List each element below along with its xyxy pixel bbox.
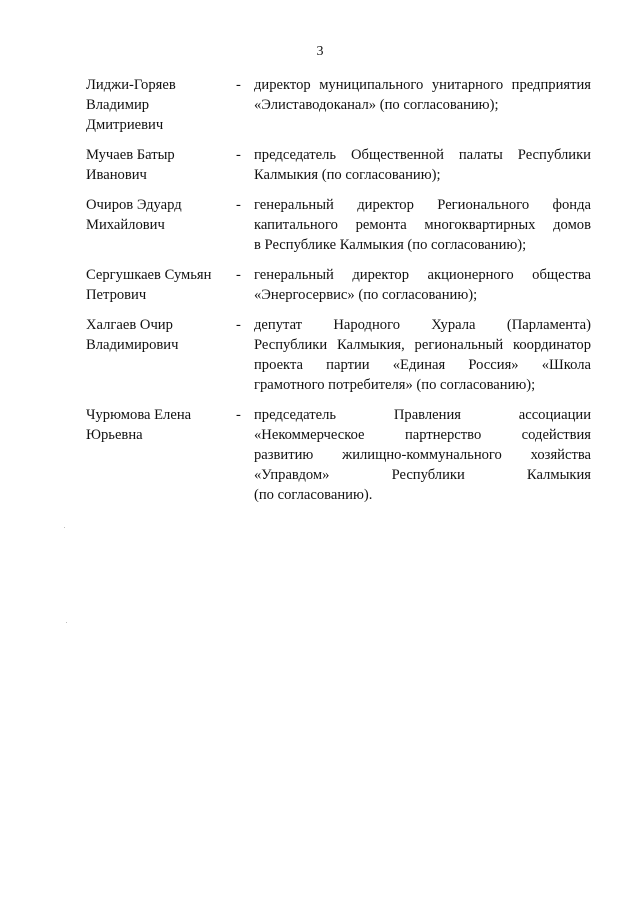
position-line: грамотного потребителя» (по согласованию); [254,377,536,393]
member-position [254,405,591,505]
member-name-line: Очиров Эдуард [86,197,182,213]
position-line: Калмыкия (по согласованию); [254,167,441,183]
position-line: генеральный директор Регионального фонда [254,197,591,213]
member-name-line: Сергушкаев Сумьян [86,267,212,283]
position-line: председатель Правления ассоциации [254,407,591,423]
member-position [254,265,591,305]
position-line: директор муниципального унитарного предприятия [254,77,591,93]
position-line: «Некоммерческое партнерство содействия [254,427,591,443]
member-name-line: Владимир [86,97,150,113]
member-position [254,315,591,395]
scan-speck [66,622,67,623]
member-name-line: Мучаев Батыр [86,147,175,163]
position-line: развитию жилищно-коммунального хозяйства [254,447,591,463]
position-line: «Энергосервис» (по согласованию); [254,287,478,303]
dash-separator: - [236,77,241,93]
dash-separator: - [236,317,241,333]
member-name-line: Владимирович [86,337,179,353]
member-name [86,265,236,305]
dash-separator: - [236,267,241,283]
member-name [86,315,236,395]
member-name-line: Лиджи-Горяев [86,77,176,93]
member-name-line: Чурюмова Елена [86,407,192,423]
position-line: Республики Калмыкия, региональный координатор [254,337,591,353]
member-name [86,75,236,135]
member-position [254,75,591,135]
position-line: (по согласованию). [254,487,373,503]
list-item [86,405,591,505]
position-line: «Управдом» Республики Калмыкия [254,467,591,483]
member-name-line: Иванович [86,167,147,183]
position-line: проекта партии «Единая Россия» «Школа [254,357,591,373]
member-name [86,405,236,505]
position-line: «Элиставодоканал» (по согласованию); [254,97,499,113]
position-line: в Республике Калмыкия (по согласованию); [254,237,527,253]
list-item [86,145,591,185]
list-item [86,315,591,395]
list-item [86,265,591,305]
member-name-line: Михайлович [86,217,165,233]
member-position [254,195,591,255]
member-name [86,195,236,255]
dash-separator: - [236,197,241,213]
position-line: генеральный директор акционерного общества [254,267,591,283]
member-name [86,145,236,185]
dash-separator: - [236,147,241,163]
member-name-line: Дмитриевич [86,117,164,133]
list-item [86,195,591,255]
position-line: депутат Народного Хурала (Парламента) [254,317,591,333]
scan-speck [64,527,65,528]
member-name-line: Халгаев Очир [86,317,173,333]
list-item [86,75,591,135]
member-name-line: Юрьевна [86,427,143,443]
member-list [86,75,591,515]
dash-separator: - [236,407,241,423]
member-name-line: Петрович [86,287,147,303]
member-position [254,145,591,185]
page-number: 3 [316,44,324,59]
position-line: председатель Общественной палаты Республики [254,147,591,163]
position-line: капитального ремонта многоквартирных домов [254,217,591,233]
